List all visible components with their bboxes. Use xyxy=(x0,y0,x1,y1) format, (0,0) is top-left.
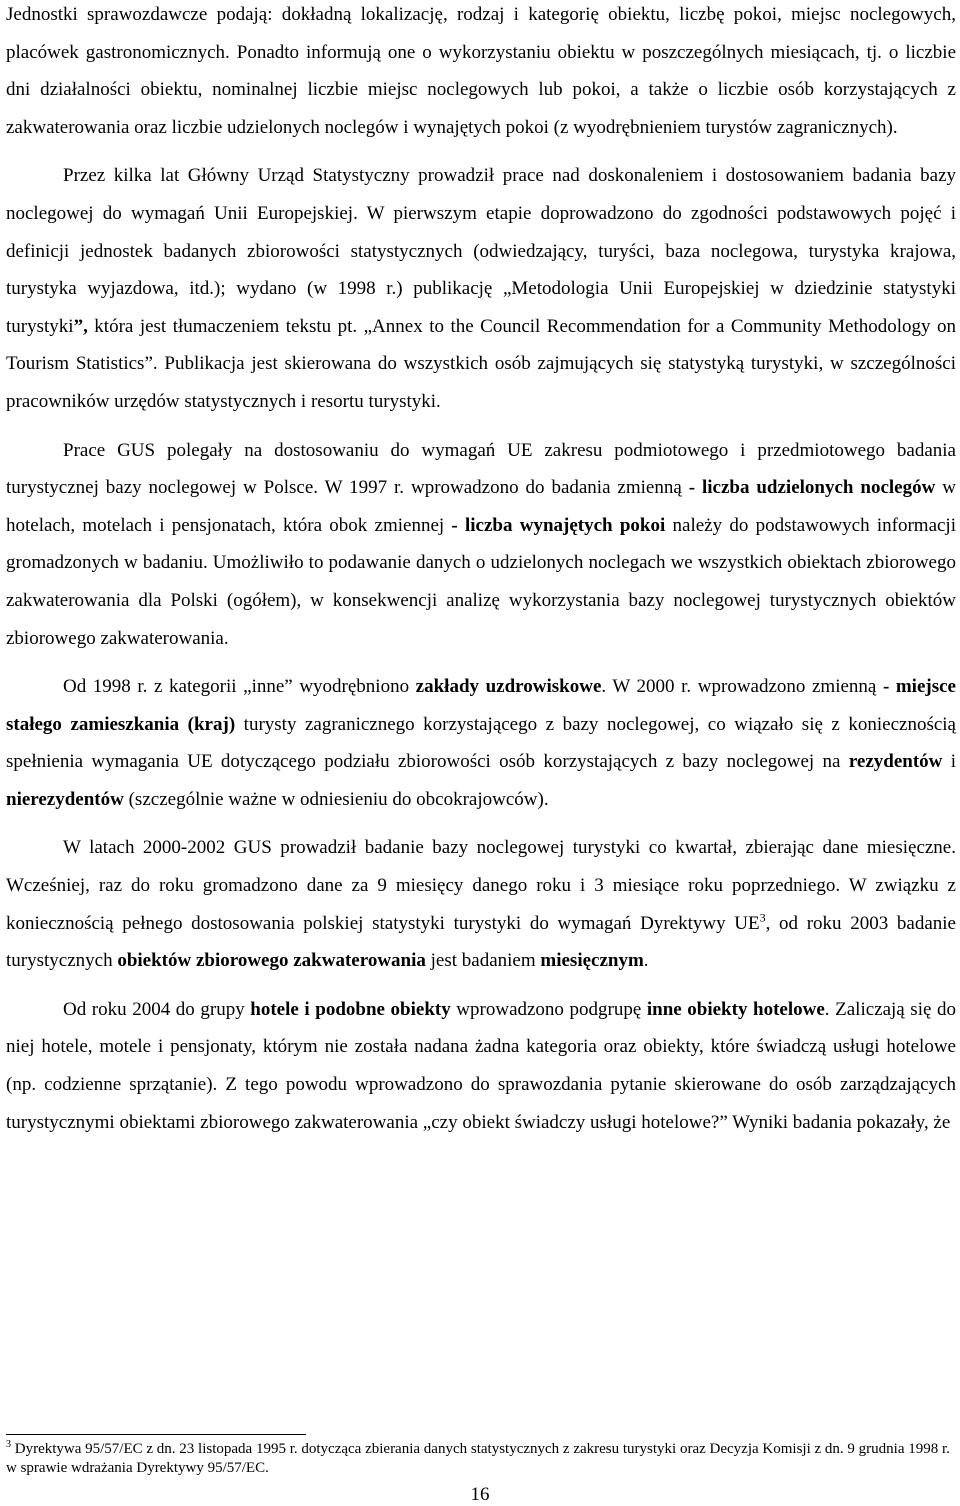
text-segment: jest badaniem xyxy=(425,950,541,972)
text-segment: która jest tłumaczeniem tekstu pt. „Annex to the Council Recommendation for a Community Methodology on Tourism Statistics”. Publikacja jest skierowana do wszystkich osób zajmujących się statystyką turystyki, w szczególności pracowników urzędów statystycznych i resortu turystyki. xyxy=(6,315,956,412)
bold-text: obiektów zbiorowego zakwaterowania xyxy=(117,950,426,972)
text-segment: w hotelach, motelach i pensjonatach, która obok zmiennej xyxy=(6,477,956,536)
footnote xyxy=(6,1440,956,1478)
text-segment: Prace GUS polegały na dostosowaniu do wymagań UE zakresu podmiotowego i przedmiotowego badania turystycznej bazy noclegowej w Polsce. W 1997 r. wprowadzono do badania zmienną xyxy=(6,439,956,499)
text-segment: należy do podstawowych informacji gromadzonych w badaniu. Umożliwiło to podawanie danych o udzielonych noclegach we wszystkich obiektach zbiorowego zakwaterowania dla Polski (ogółem), w konsekwencji analizę wykorzystania bazy noclegowej turystycznych obiektów zbiorowego zakwaterowania. xyxy=(6,514,956,649)
text-segment: W latach 2000-2002 GUS prowadził badanie bazy noclegowej turystyki co kwartał, zbierając dane miesięczne. Wcześniej, raz do roku gromadzono dane za 9 miesięcy danego roku i 3 miesiące roku poprzedniego. W związku z koniecznością pełnego dostosowania polskiej statystyki turystyki do wymagań Dyrektywy UE xyxy=(6,837,956,934)
paragraph xyxy=(6,668,956,818)
paragraph xyxy=(6,432,956,658)
bold-text: miesięcznym xyxy=(540,950,644,972)
paragraph xyxy=(6,829,956,979)
text-segment: Od roku 2004 do grupy xyxy=(63,998,251,1020)
page-number: 16 xyxy=(470,1484,490,1505)
text-segment: (szczególnie ważne w odniesieniu do obcokrajowców). xyxy=(123,788,549,810)
bold-text: - miejsce stałego zamieszkania (kraj) xyxy=(6,676,956,735)
body-text xyxy=(6,0,956,1141)
bold-text: - liczba wynajętych pokoi xyxy=(451,514,666,536)
footnote-text: Dyrektywa 95/57/EC z dn. 23 listopada 1995 r. dotycząca zbierania danych statystycznych z zakresu turystyki oraz Decyzja Komisji z dn. 9 grudnia 1998 r. w sprawie wdrażania Dyrektywy 95/57/EC. xyxy=(6,1441,950,1476)
footnote-reference: 3 xyxy=(759,910,766,925)
bold-text: hotele i podobne obiekty xyxy=(250,998,451,1020)
text-segment: wprowadzono podgrupę xyxy=(450,998,647,1020)
footnote-separator xyxy=(6,1434,306,1435)
text-segment: i xyxy=(942,751,957,773)
text-segment: Od 1998 r. z kategorii „inne” wyodrębniono xyxy=(63,676,416,698)
paragraph xyxy=(6,991,956,1141)
bold-text: rezydentów xyxy=(848,751,943,773)
paragraph xyxy=(6,157,956,420)
text-segment: turysty zagranicznego korzystającego z bazy noclegowej, co wiązało się z koniecznością spełnienia wymagania UE dotyczącego podziału zbiorowości osób korzystających z bazy noclegowej na xyxy=(6,713,956,773)
bold-text: nierezydentów xyxy=(6,788,124,810)
bold-text: zakłady uzdrowiskowe xyxy=(415,676,602,698)
bold-text: - liczba udzielonych noclegów xyxy=(688,477,936,499)
text-segment: Przez kilka lat Główny Urząd Statystyczny prowadził prace nad doskonaleniem i dostosowaniem badania bazy noclegowej do wymagań Unii Europejskiej. W pierwszym etapie doprowadzono do zgodności podstawowych pojęć i definicji jednostek badanych zbiorowości statystycznych (odwiedzający, turyści, baza noclegowa, turystyka krajowa, turystyka wyjazdowa, itd.); wydano (w 1998 r.) publikację „Metodologia Unii Europejskiej w dziedzinie statystyki turystyki xyxy=(6,165,956,337)
text-segment: Jednostki sprawozdawcze podają: dokładną lokalizację, rodzaj i kategorię obiektu, liczbę pokoi, miejsc noclegowych, placówek gastronomicznych. Ponadto informują one o wykorzystaniu obiektu w poszczególnych miesiącach, tj. o liczbie dni działalności obiektu, nominalnej liczbie miejsc noclegowych lub pokoi, a także o liczbie osób korzystających z zakwaterowania oraz liczbie udzielonych noclegów i wynajętych pokoi (z wyodrębnieniem turystów zagranicznych). xyxy=(6,4,956,138)
bold-text: inne obiekty hotelowe xyxy=(646,998,825,1020)
footnote-marker: 3 xyxy=(6,1439,11,1450)
bold-text: ”, xyxy=(73,315,88,337)
text-segment: . W 2000 r. wprowadzono zmienną xyxy=(601,676,883,698)
paragraph xyxy=(6,0,956,146)
text-segment: , od roku 2003 badanie turystycznych xyxy=(6,912,956,972)
text-segment: . Zaliczają się do niej hotele, motele i pensjonaty, którym nie została nadana żadna kategoria oraz obiekty, które świadczą usługi hotelowe (np. codzienne sprzątanie). Z tego powodu wprowadzono do sprawozdania pytanie skierowane do osób zarządzających turystycznymi obiektami zbiorowego zakwaterowania „czy obiekt świadczy usługi hotelowe?” Wyniki badania pokazały, że xyxy=(6,998,956,1133)
text-segment: . xyxy=(643,950,649,972)
